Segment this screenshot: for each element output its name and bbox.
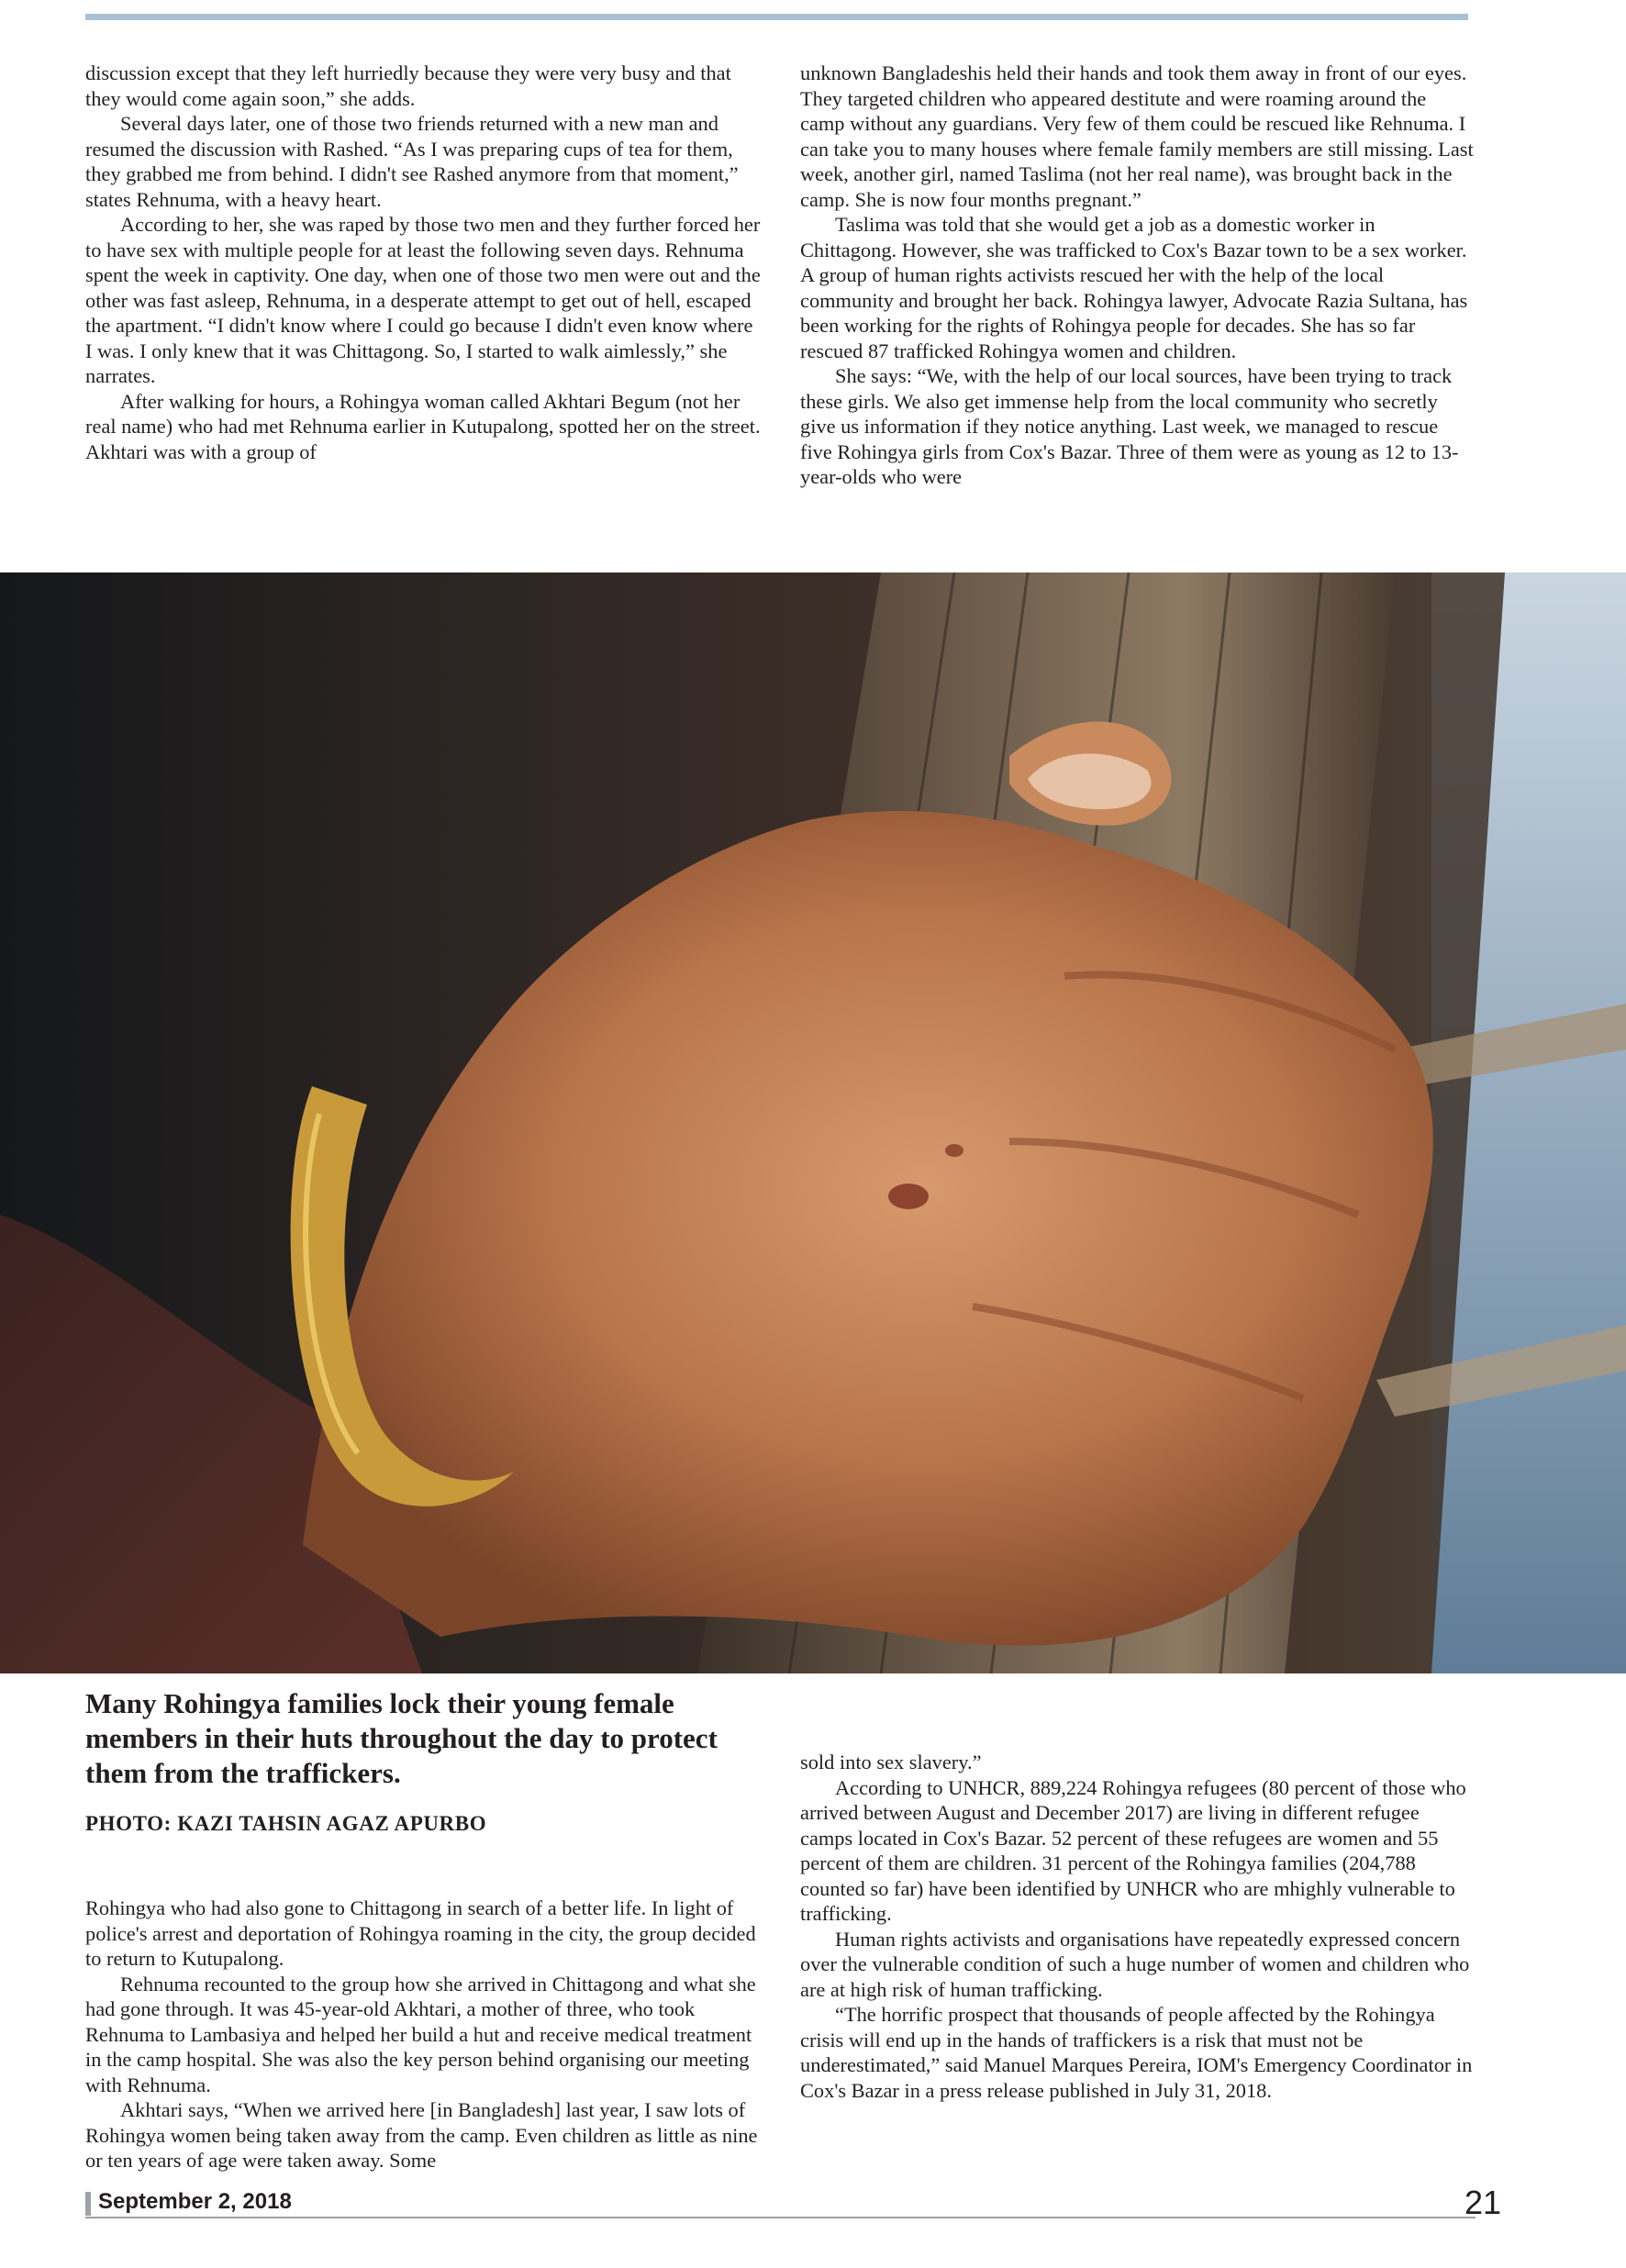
paragraph: unknown Bangladeshis held their hands and took them away in front of our eyes. They targeted children who appeared destitute and were roaming around the camp without any guardians. Very few of them could be rescued like Rehnuma. I can take you to many houses where female family members are still missing. Last week, another girl, named Taslima (not her real name), was brought back in the camp. She is now four months pregnant.” — [800, 61, 1474, 211]
paragraph: Human rights activists and organisations have repeatedly expressed concern over the vulnerable condition of such a huge number of women and children who are at high risk of human trafficking. — [800, 1927, 1470, 2001]
hand-bangle-photo — [0, 573, 1626, 1673]
paragraph: Rehnuma recounted to the group how she arrived in Chittagong and what she had gone through. It was 45-year-old Akhtari, a mother of three, who took Rehnuma to Lambasiya and helped her build a hut and receive medical treatment in the camp hospital. She was also the key person behind organising our meeting with Rehnuma. — [85, 1972, 756, 2096]
photo-caption: Many Rohingya families lock their young female members in their huts throughout the day to protect them from the traffickers. — [85, 1687, 718, 1789]
paragraph: Rohingya who had also gone to Chittagong in search of a better life. In light of police's arrest and deportation of Rohingya roaming in the city, the group decided to return to Kutupalong. — [85, 1896, 756, 1970]
column-top-left — [85, 61, 764, 464]
paragraph: She says: “We, with the help of our local sources, have been trying to track these girls. We also get immense help from the local community who secretly give us information if they notice anything. Last week, we managed to rescue five Rohingya girls from Cox's Bazar. Three of them were as young as 12 to 13-year-olds who were — [800, 364, 1459, 488]
column-bottom-left — [85, 1896, 764, 2174]
issue-date: September 2, 2018 — [98, 2189, 292, 2214]
photo-credit: PHOTO: KAZI TAHSIN AGAZ APURBO — [85, 1812, 487, 1835]
paragraph: Akhtari says, “When we arrived here [in Bangladesh] last year, I saw lots of Rohingya women being taken away from the camp. Even children as little as nine or ten years of age were taken away. Some — [85, 2098, 758, 2172]
column-bottom-right — [800, 1750, 1475, 2103]
column-top-right — [800, 61, 1475, 490]
page-number: 21 — [1465, 2184, 1502, 2221]
footer-marker — [85, 2192, 91, 2216]
footer-rule — [85, 2217, 1476, 2218]
paragraph: discussion except that they left hurriedly because they were very busy and that they would come again soon,” she adds. — [85, 61, 731, 110]
paragraph: “The horrific prospect that thousands of people affected by the Rohingya crisis will end up in the hands of traffickers is a risk that must not be underestimated,” said Manuel Marques Pereira, IOM's Emergency Coordinator in Cox's Bazar in a press release published in July 31, 2018. — [800, 2003, 1473, 2102]
paragraph: Several days later, one of those two friends returned with a new man and resumed the discussion with Rashed. “As I was preparing cups of tea for them, they grabbed me from behind. I didn't see Rashed anymore from that moment,” states Rehnuma, with a heavy heart. — [85, 112, 739, 211]
paragraph: Taslima was told that she would get a job as a domestic worker in Chittagong. However, she was trafficked to Cox's Bazar town to be a sex worker. A group of human rights activists rescued her with the help of the local community and brought her back. Rohingya lawyer, Advocate Razia Sultana, has been working for the rights of Rohingya people for decades. She has so far rescued 87 trafficked Rohingya women and children. — [800, 213, 1468, 362]
top-rule — [85, 14, 1468, 20]
paragraph: sold into sex slavery.” — [800, 1751, 982, 1773]
paragraph: According to her, she was raped by those two men and they further forced her to have sex with multiple people for at least the following seven days. Rehnuma spent the week in captivity. One day, when one of those two men were out and the other was fast asleep, Rehnuma, in a desperate attempt to get out of hell, escaped the apartment. “I didn't know where I could go because I didn't even know where I was. I only knew that it was Chittagong. So, I started to walk aimlessly,” she narrates. — [85, 213, 761, 387]
paragraph: After walking for hours, a Rohingya woman called Akhtari Begum (not her real name) who had met Rehnuma earlier in Kutupalong, spotted her on the street. Akhtari was with a group of — [85, 389, 761, 463]
paragraph: According to UNHCR, 889,224 Rohingya refugees (80 percent of those who arrived between August and December 2017) are living in different refugee camps located in Cox's Bazar. 52 percent of these refugees are women and 55 percent of them are children. 31 percent of the Rohingya families (204,788 counted so far) have been identified by UNHCR who are mhighly vulnerable to trafficking. — [800, 1775, 1466, 1925]
